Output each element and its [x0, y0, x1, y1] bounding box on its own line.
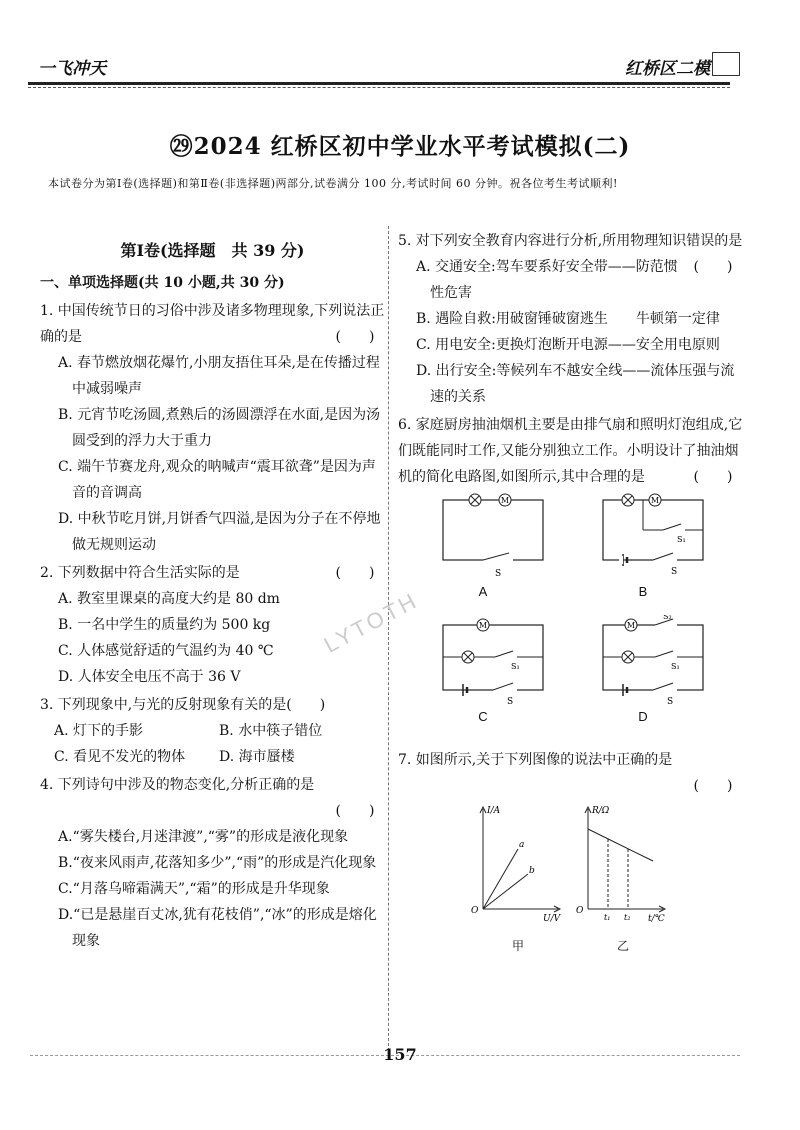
motor-label: M [478, 621, 488, 630]
motor-label: M [626, 621, 636, 630]
header-left-text: 一飞冲天 [38, 59, 106, 79]
option: B. 水中筷子错位 [219, 723, 323, 739]
option: A. 教室里课桌的高度大约是 80 dm [58, 591, 280, 607]
graph1-caption: 甲 [511, 939, 524, 953]
question-7 [398, 747, 743, 953]
switch-s1-label: S₁ [511, 662, 520, 671]
graph-jia [463, 799, 573, 953]
section-title: 第Ⅰ卷(选择题 共 39 分) [120, 241, 305, 260]
option: A. 灯下的手影 [54, 723, 144, 739]
motor-label: M [500, 496, 510, 505]
header-right-text: 红桥区二模 [625, 59, 710, 79]
option: A. 交通安全:驾车要系好安全带——防范惯性危害 [416, 259, 678, 301]
question-3 [40, 692, 385, 770]
header-rule [28, 82, 730, 85]
option: C.“月落乌啼霜满天”,“霜”的形成是升华现象 [58, 881, 330, 897]
column-divider [388, 226, 389, 1056]
circuit-a-svg [433, 490, 563, 590]
q1-stem: 1. 中国传统节日的习俗中涉及诸多物理现象,下列说法正确的是 [40, 303, 385, 345]
circuit-d [593, 615, 723, 730]
graph1-xlabel: U/V [543, 914, 561, 924]
motor-label: M [650, 496, 660, 505]
option: B. 一名中学生的质量约为 500 kg [58, 617, 271, 633]
t1-label: t₁ [604, 913, 611, 922]
switch-s1-label: S₁ [671, 662, 680, 671]
circuit-d-svg [593, 615, 723, 715]
graph2-origin: O [576, 906, 584, 916]
question-2 [40, 560, 385, 690]
switch-label: S [507, 697, 514, 707]
circuit-c [433, 615, 563, 730]
question-1 [40, 298, 385, 558]
option: D. 海市蜃楼 [219, 749, 295, 765]
option: B. 遇险自救:用破窗锤破窗逃生 牛顿第一定律 [416, 311, 720, 327]
switch-s1-label: S₁ [677, 535, 686, 544]
line-b-label: b [529, 866, 535, 876]
switch-label: S [671, 567, 678, 577]
answer-blank: ( ) [335, 329, 375, 345]
question-4 [40, 772, 385, 954]
circuit-b-svg [593, 490, 723, 590]
answer-blank: ( ) [286, 697, 326, 713]
circuit-diagrams [398, 490, 743, 745]
answer-blank: ( ) [335, 803, 375, 819]
q3-stem: 3. 下列现象中,与光的反射现象有关的是 [40, 697, 287, 713]
line-a-label: a [519, 840, 525, 850]
option: A. 春节燃放烟花爆竹,小朋友捂住耳朵,是在传播过程中减弱噪声 [58, 355, 380, 397]
switch-label: S [667, 697, 674, 707]
option: D. 人体安全电压不高于 36 V [58, 669, 241, 685]
subsection-title: 一、单项选择题(共 10 小题,共 30 分) [40, 275, 285, 291]
t2-label: t₂ [624, 913, 631, 922]
answer-blank: ( ) [693, 259, 733, 275]
left-column [40, 238, 385, 954]
right-column [398, 226, 743, 953]
graph-jia-svg [463, 799, 573, 924]
exam-intro: 本试卷分为第Ⅰ卷(选择题)和第Ⅱ卷(非选择题)两部分,试卷满分 100 分,考试时间 60 分钟。祝各位考生考试顺利! [48, 177, 618, 190]
graph1-origin: O [471, 906, 479, 916]
option: D. 出行安全:等候列车不越安全线——流体压强与流速的关系 [416, 363, 735, 405]
graph2-caption: 乙 [616, 939, 629, 953]
graph1-ylabel: I/A [487, 806, 501, 816]
watermark: LYTOTH [319, 587, 423, 658]
option: C. 人体感觉舒适的气温约为 40 ℃ [58, 643, 274, 659]
option: C. 看见不发光的物体 [54, 749, 186, 765]
graph-yi [568, 799, 678, 953]
circuit-label: D [638, 709, 648, 724]
q2-stem: 2. 下列数据中符合生活实际的是 [40, 565, 240, 581]
graph2-xlabel: t/℃ [648, 914, 665, 924]
book-icon [712, 52, 740, 76]
exam-title: ㉙2024 红桥区初中学业水平考试模拟(二) [169, 133, 631, 160]
circuit-label: B [638, 584, 648, 599]
option: B. 元宵节吃汤圆,煮熟后的汤圆漂浮在水面,是因为汤圆受到的浮力大于重力 [58, 407, 381, 449]
answer-blank: ( ) [693, 469, 733, 485]
page-number: 157 [383, 1045, 417, 1064]
option: C. 端午节赛龙舟,观众的呐喊声“震耳欲聋”是因为声音的音调高 [58, 459, 376, 501]
q4-stem: 4. 下列诗句中涉及的物态变化,分析正确的是 [40, 777, 315, 793]
question-5 [398, 228, 743, 410]
circuit-c-svg [433, 615, 563, 715]
answer-blank: ( ) [693, 778, 733, 794]
question-6 [398, 412, 743, 745]
switch-s2-label: S₂ [663, 615, 672, 621]
circuit-label: A [478, 584, 488, 599]
page-header [28, 48, 740, 78]
switch-label: S [495, 569, 502, 579]
option: C. 用电安全:更换灯泡断开电源——安全用电原则 [416, 337, 720, 353]
q7-stem: 7. 如图所示,关于下列图像的说法中正确的是 [398, 752, 673, 768]
option: D.“已是悬崖百丈冰,犹有花枝俏”,“冰”的形成是熔化现象 [58, 907, 377, 949]
option: D. 中秋节吃月饼,月饼香气四溢,是因为分子在不停地做无规则运动 [58, 511, 381, 553]
graphs [398, 799, 743, 953]
graph2-ylabel: R/Ω [592, 806, 610, 816]
circuit-b [593, 490, 723, 605]
header-rule-dashed [28, 87, 730, 88]
q5-stem: 5. 对下列安全教育内容进行分析,所用物理知识错误的是 [398, 233, 743, 249]
circuit-a [433, 490, 563, 605]
q6-stem: 6. 家庭厨房抽油烟机主要是由排气扇和照明灯泡组成,它们既能同时工作,又能分别独立工作。小明设计了抽油烟机的简化电路图,如图所示,其中合理的是 [398, 417, 743, 485]
graph-yi-svg [568, 799, 678, 924]
option: B.“夜来风雨声,花落知多少”,“雨”的形成是汽化现象 [58, 855, 377, 871]
option: A.“雾失楼台,月迷津渡”,“雾”的形成是液化现象 [58, 829, 349, 845]
answer-blank: ( ) [335, 565, 375, 581]
circuit-label: C [478, 709, 488, 724]
